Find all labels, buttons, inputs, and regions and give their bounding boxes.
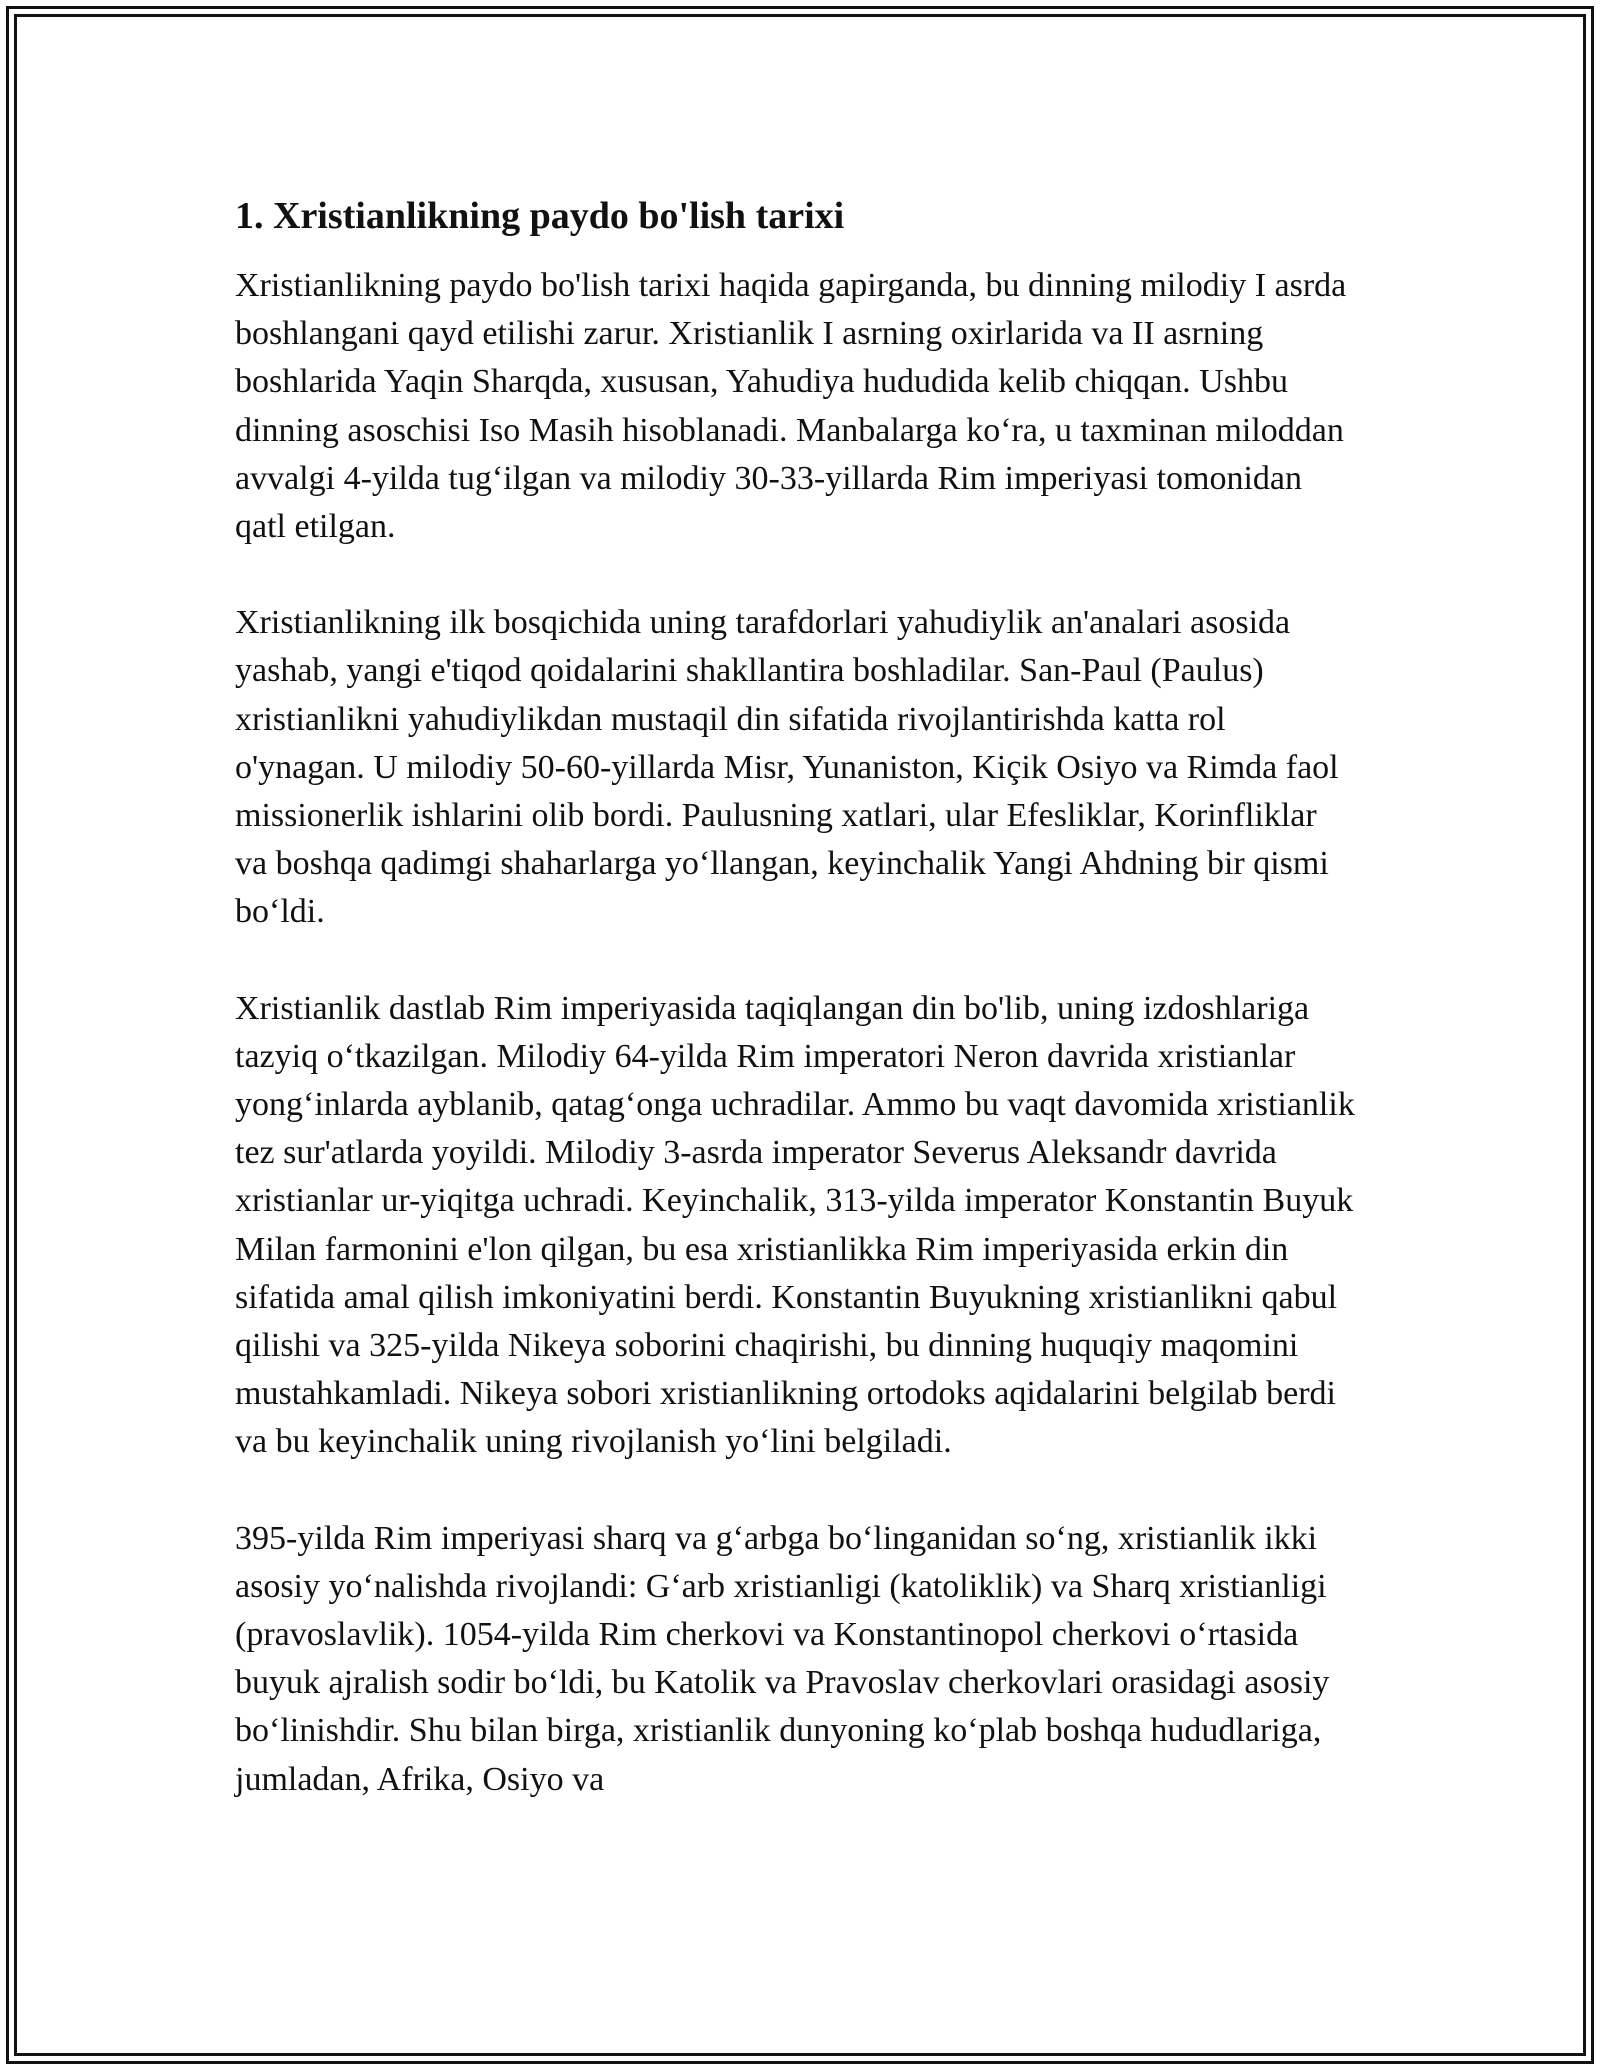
paragraph-schism: 395-yilda Rim imperiyasi sharq va g‘arbga bo‘linganidan so‘ng, xristianlik ikki asosiy yo‘nalishda rivojlandi: G‘arb xristianligi (katoliklik) va Sharq xristianligi (pravoslavlik). 1054-yilda Rim cherkovi va Konstantinopol cherkovi o‘rtasida buyuk ajralish sodir bo‘ldi, bu Katolik va Pravoslav cherkovlari orasidagi asosiy bo‘linishdir. Shu bilan birga, xristianlik dunyoning ko‘plab boshqa hududlariga, jumladan, Afrika, Osiyo va [235,1519,1330,1798]
document-body [235,190,1355,1804]
paragraph-origin: Xristianlikning paydo bo'lish tarixi haqida gapirganda, bu dinning milodiy I asrda boshlangani qayd etilishi zarur. Xristianlik I asrning oxirlarida va II asrning boshlarida Yaqin Sharqda, xususan, Yahudiya hududida kelib chiqqan. Ushbu dinning asoschisi Iso Masih hisoblanadi. Manbalarga ko‘ra, u taxminan miloddan avvalgi 4-yilda tug‘ilgan va milodiy 30-33-yillarda Rim imperiyasi tomonidan qatl etilgan. [235,267,1347,546]
paragraph-early-stage: Xristianlikning ilk bosqichida uning tarafdorlari yahudiylik an'analari asosida yashab, yangi e'tiqod qoidalarini shakllantira boshladilar. San-Paul (Paulus) xristianlikni yahudiylikdan mustaqil din sifatida rivojlantirishda katta rol o'ynagan. U milodiy 50-60-yillarda Misr, Yunaniston, Kiçik Osiyo va Rimda faol missionerlik ishlarini olib bordi. Paulusning xatlari, ular Efesliklar, Korinfliklar va boshqa qadimgi shaharlarga yo‘llangan, keyinchalik Yangi Ahdning bir qismi bo‘ldi. [235,604,1339,931]
section-heading: 1. Xristianlikning paydo bo'lish tarixi [235,195,845,237]
paragraph-roman-empire: Xristianlik dastlab Rim imperiyasida taqiqlangan din bo'lib, uning izdoshlariga tazyiq o‘tkazilgan. Milodiy 64-yilda Rim imperatori Neron davrida xristianlar yong‘inlarda ayblanib, qatag‘onga uchradilar. Ammo bu vaqt davomida xristianlik tez sur'atlarda yoyildi. Milodiy 3-asrda imperator Severus Aleksandr davrida xristianlar ur-yiqitga uchradi. Keyinchalik, 313-yilda imperator Konstantin Buyuk Milan farmonini e'lon qilgan, bu esa xristianlikka Rim imperiyasida erkin din sifatida amal qilish imkoniyatini berdi. Konstantin Buyukning xristianlikni qabul qilishi va 325-yilda Nikeya soborini chaqirishi, bu dinning huquqiy maqomini mustahkamladi. Nikeya sobori xristianlikning ortodoks aqidalarini belgilab berdi va bu keyinchalik uning rivojlanish yo‘lini belgiladi. [235,989,1355,1461]
